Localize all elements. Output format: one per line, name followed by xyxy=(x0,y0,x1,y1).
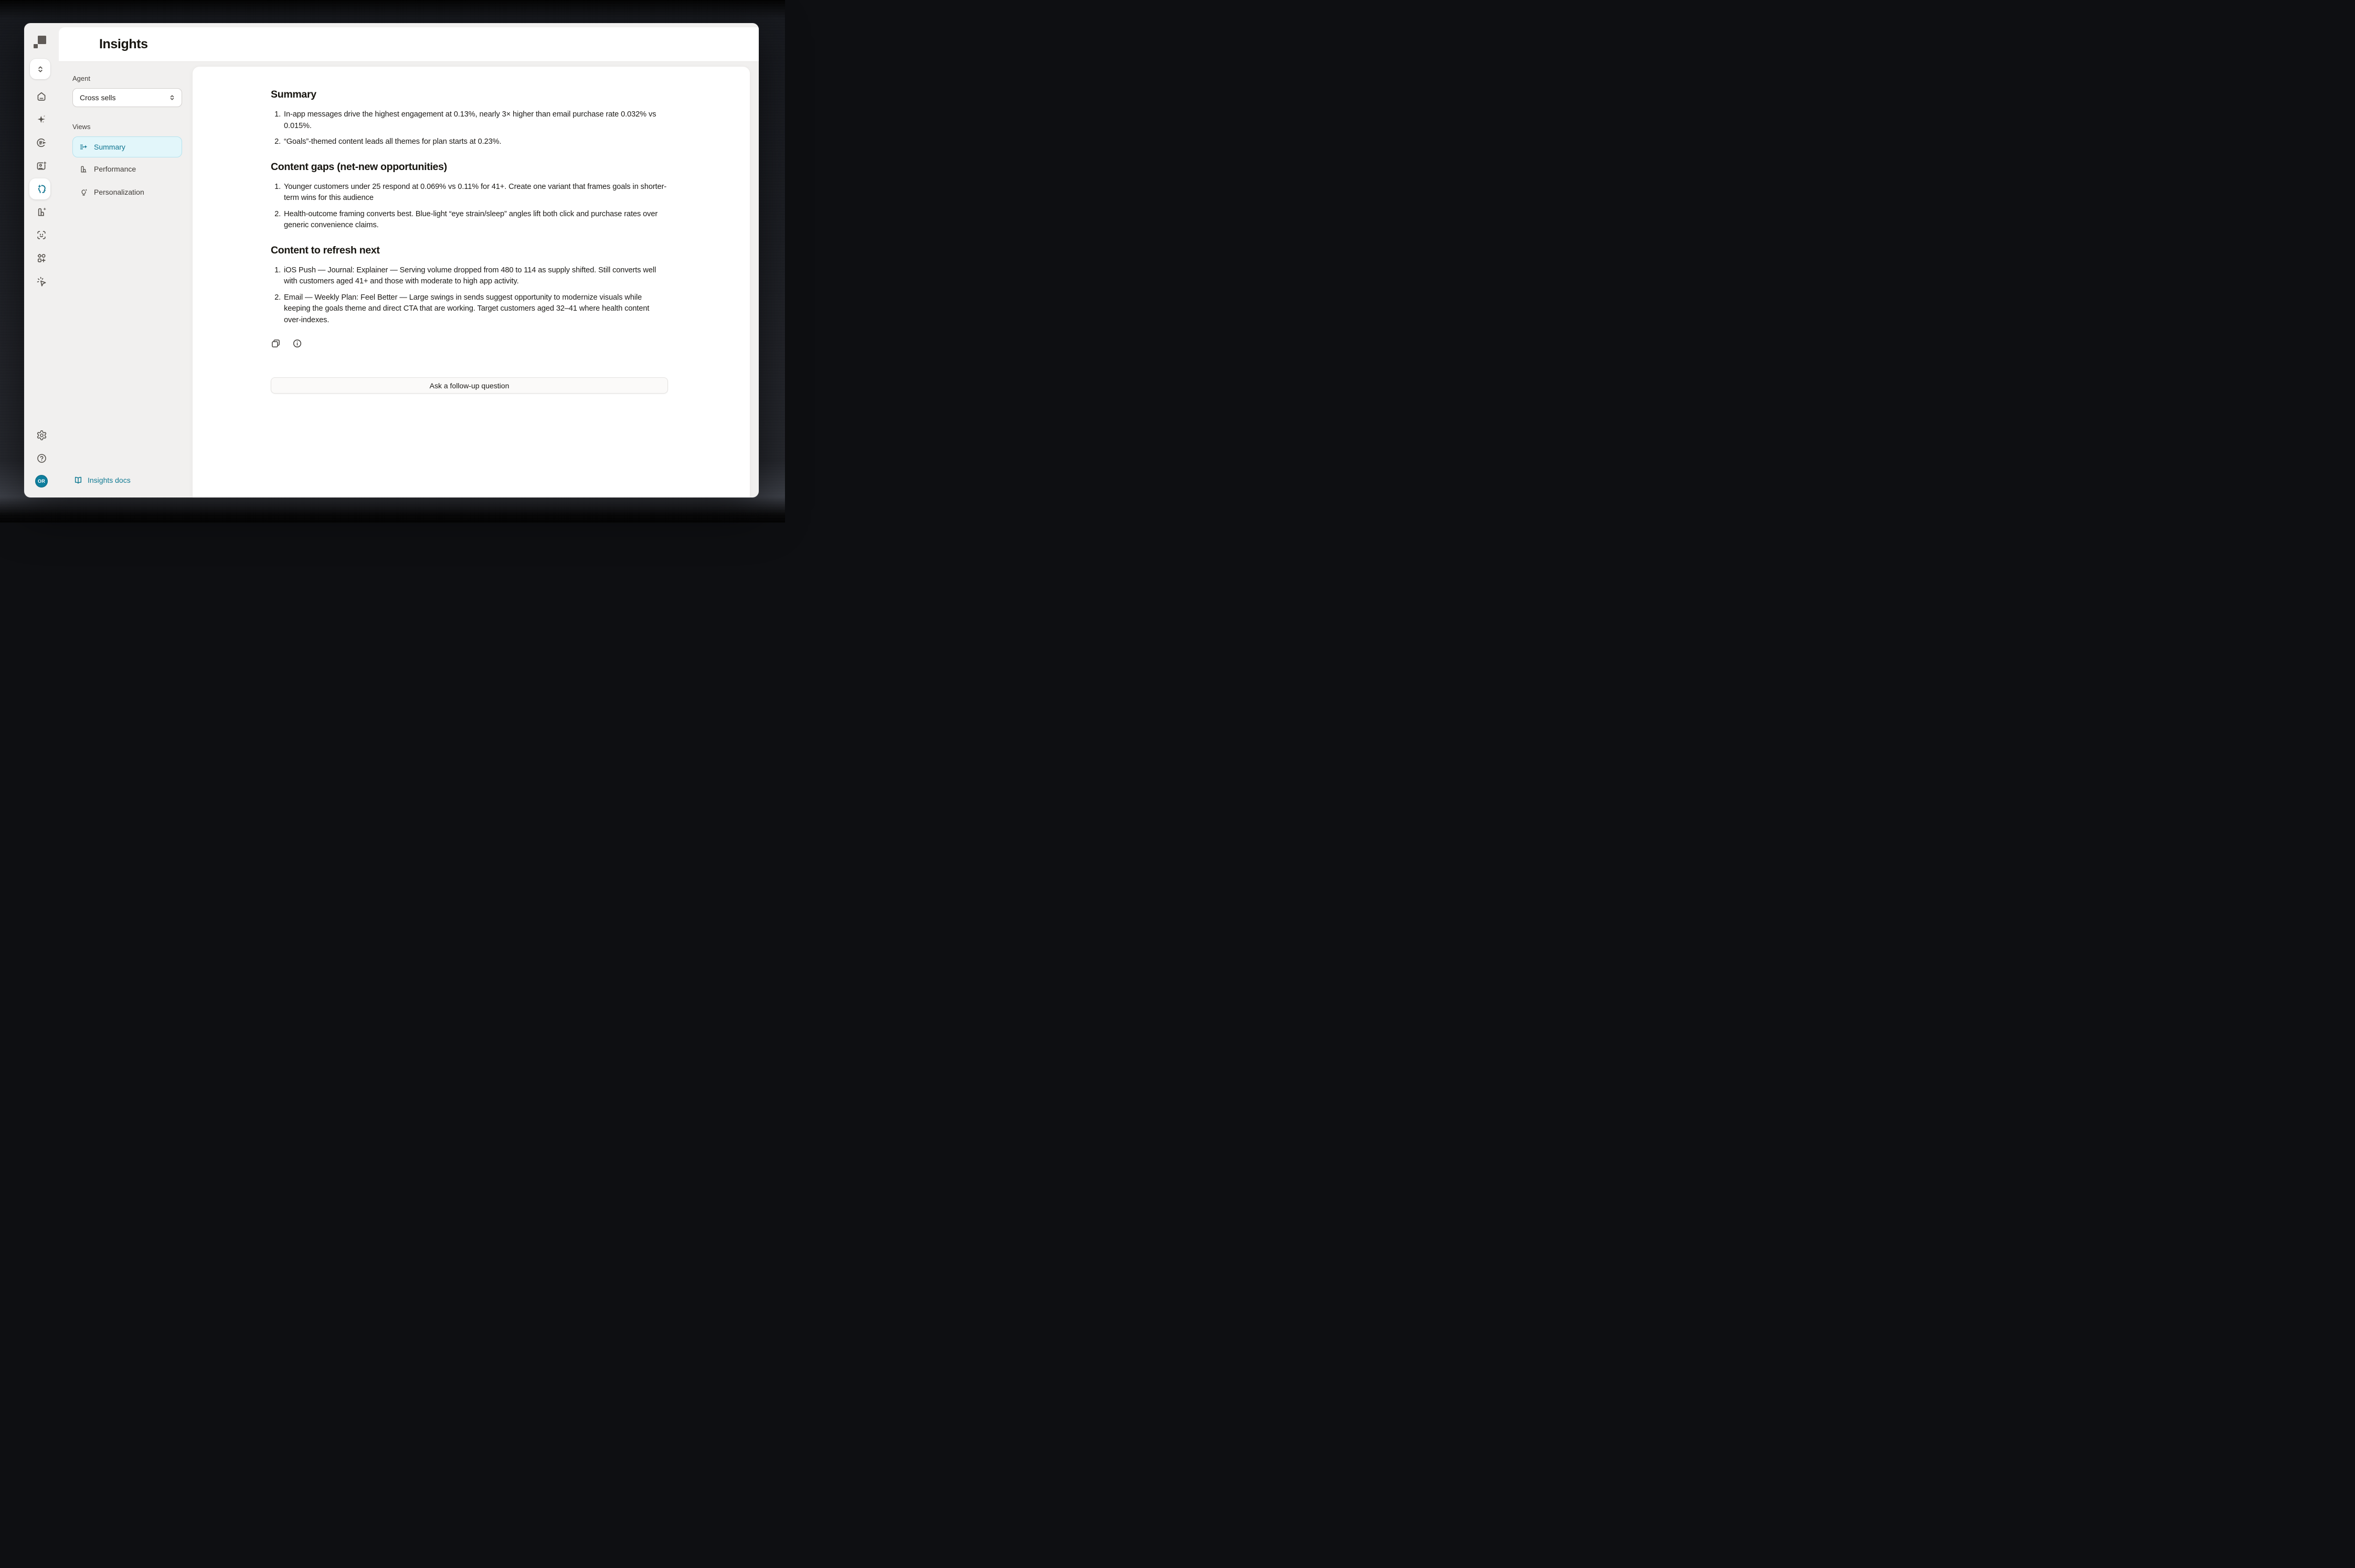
open-book-icon xyxy=(73,475,83,485)
rail-item-broadcast[interactable] xyxy=(24,131,59,154)
main-content-card xyxy=(192,66,750,497)
rail-collapse-button[interactable] xyxy=(30,59,50,79)
insights-report xyxy=(271,89,668,394)
ask-followup-button[interactable]: Ask a follow-up question xyxy=(271,377,668,394)
chart-ai-icon xyxy=(36,206,47,218)
rail-bottom xyxy=(24,423,59,493)
rail-item-persona[interactable] xyxy=(24,154,59,177)
rail-item-automation[interactable] xyxy=(24,270,59,293)
copy-button[interactable] xyxy=(271,338,281,348)
rail-item-integrations[interactable] xyxy=(24,247,59,270)
message-send-icon xyxy=(36,137,47,149)
insights-docs-label: Insights docs xyxy=(88,476,131,484)
rail-item-home[interactable] xyxy=(24,85,59,108)
home-icon xyxy=(36,91,47,102)
app-logo[interactable] xyxy=(34,36,47,49)
summary-lines-sparkle-icon xyxy=(79,143,88,152)
avatar-initials: OR xyxy=(37,479,46,484)
rail-item-account[interactable] xyxy=(24,470,59,493)
list-item: 2. “Goals”-themed content leads all themes for plan starts at 0.23%. xyxy=(283,136,668,148)
view-item-label: Personalization xyxy=(94,188,144,196)
rail-item-help[interactable] xyxy=(24,447,59,470)
list-item: 2. Health-outcome framing converts best. Blue-light “eye strain/sleep” angles lift both click and purchase rates over generic convenience claims. xyxy=(283,209,668,231)
rail-item-ai[interactable] xyxy=(24,108,59,131)
info-icon xyxy=(292,338,302,348)
views-label: Views xyxy=(72,123,91,131)
message-actions xyxy=(271,338,668,348)
view-item-performance[interactable] xyxy=(72,160,182,178)
sidebar xyxy=(59,62,192,497)
section-list xyxy=(271,182,668,231)
section-heading: Content gaps (net-new opportunities) xyxy=(271,161,447,173)
section-heading: Content to refresh next xyxy=(271,244,380,256)
view-item-label: Performance xyxy=(94,165,136,173)
logo-square-large xyxy=(38,36,46,44)
view-item-label: Summary xyxy=(94,143,125,151)
rail-item-audience[interactable] xyxy=(24,224,59,247)
lightbulb-sparkle-icon xyxy=(79,188,88,197)
icon-rail xyxy=(24,23,59,497)
chevron-up-down-icon xyxy=(35,64,46,75)
list-item: 1. In-app messages drive the highest engagement at 0.13%, nearly 3× higher than email purchase rate 0.032% vs 0.015%. xyxy=(283,109,668,132)
photo-persona-ai-icon xyxy=(36,160,47,172)
page-title: Insights xyxy=(99,37,148,51)
logo-square-small xyxy=(34,44,38,48)
insights-docs-link[interactable] xyxy=(73,475,131,485)
app-window xyxy=(24,23,759,497)
help-circle-icon xyxy=(36,453,47,464)
info-button[interactable] xyxy=(292,338,302,348)
list-item: 1. Younger customers under 25 respond at 0.069% vs 0.11% for 41+. Create one variant that frames goals in shorter-term wins for this audience xyxy=(283,182,668,204)
section-list xyxy=(271,109,668,148)
avatar[interactable] xyxy=(35,475,48,488)
view-item-personalization[interactable] xyxy=(72,183,182,202)
agent-select[interactable] xyxy=(72,88,182,107)
section-heading: Summary xyxy=(271,89,316,100)
rail-item-reports[interactable] xyxy=(24,200,59,224)
report-section-summary xyxy=(271,89,668,148)
section-list xyxy=(271,265,668,326)
agent-select-value: Cross sells xyxy=(80,93,116,102)
view-item-summary[interactable] xyxy=(72,136,182,157)
copy-icon xyxy=(271,338,281,348)
list-item: 1. iOS Push — Journal: Explainer — Serving volume dropped from 480 to 114 as supply shifted. Still converts well with customers aged 41+ and those with moderate to high app activity. xyxy=(283,265,668,288)
list-item: 2. Email — Weekly Plan: Feel Better — Large swings in sends suggest opportunity to modernize visuals while keeping the goals theme and direct CTA that are working. Target customers aged 32–41 where health content over-indexes. xyxy=(283,292,668,326)
settings-gear-icon xyxy=(36,430,47,441)
rail-item-agent-active[interactable] xyxy=(24,177,59,200)
rail-icon-list xyxy=(24,85,59,293)
ai-sparkle-icon xyxy=(36,114,47,125)
shapes-add-icon xyxy=(36,252,47,264)
report-section-refresh xyxy=(271,245,668,326)
chevron-up-down-icon xyxy=(168,93,176,102)
bar-chart-icon xyxy=(79,165,88,174)
agent-label: Agent xyxy=(72,75,90,82)
page-header xyxy=(59,27,759,62)
face-scan-icon xyxy=(36,229,47,241)
ai-head-icon xyxy=(36,183,47,195)
cursor-click-icon xyxy=(36,276,47,287)
report-section-content-gaps xyxy=(271,161,668,231)
rail-item-settings[interactable] xyxy=(24,423,59,447)
